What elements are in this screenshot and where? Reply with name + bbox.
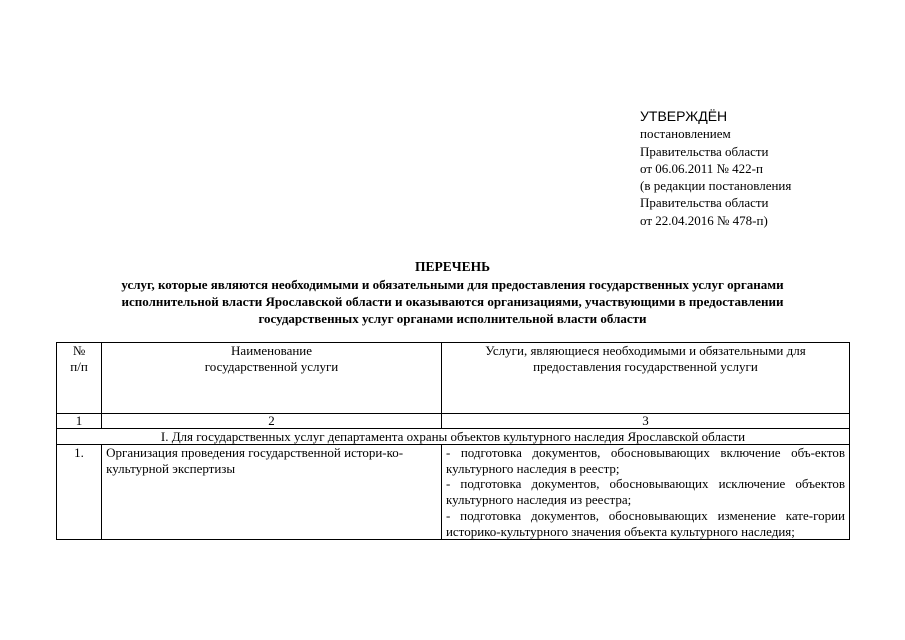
title-main: ПЕРЕЧЕНЬ xyxy=(414,259,491,274)
approval-line: (в редакции постановления xyxy=(640,178,792,194)
header-cell-services: Услуги, являющиеся необходимыми и обязательными для предоставления государственной услуги xyxy=(441,343,849,414)
approval-line: Правительства области xyxy=(640,143,769,159)
title-line: исполнительной власти Ярославской области и оказываются организациями, участвующими в предоставлении xyxy=(121,294,784,309)
section-row xyxy=(57,429,850,445)
approval-line: от 22.04.2016 № 478-п) xyxy=(640,212,768,228)
header-cell-number: № п/п xyxy=(57,343,102,414)
required-service-item: - подготовка документов, обосновывающих включение объ-ектов культурного наследия в реестр; xyxy=(445,445,845,476)
title-line: услуг, которые являются необходимыми и обязательными для предоставления государственных услуг органами xyxy=(121,277,784,292)
column-number: 3 xyxy=(441,414,849,429)
required-service-item: - подготовка документов, обосновывающих изменение кате-гории историко-культурного значения объекта культурного наследия; xyxy=(445,507,845,539)
approval-line: Правительства области xyxy=(640,195,769,211)
row-number: 1. xyxy=(57,445,102,540)
approval-heading: УТВЕРЖДЁН xyxy=(640,108,728,124)
approval-line: постановлением xyxy=(640,126,731,142)
section-heading: I. Для государственных услуг департамента охраны объектов культурного наследия Ярославской области xyxy=(57,429,850,445)
approval-stamp xyxy=(640,108,791,229)
services-table xyxy=(56,342,850,540)
table-row xyxy=(57,445,850,540)
column-number: 2 xyxy=(102,414,442,429)
title-line: государственных услуг органами исполнительной власти области xyxy=(258,311,647,326)
document-title xyxy=(55,258,850,327)
row-service-name: Организация проведения государственной истори-ко-культурной экспертизы xyxy=(102,445,442,540)
required-service-item: - подготовка документов, обосновывающих исключение объектов культурного наследия из реестра; xyxy=(445,476,845,508)
column-number: 1 xyxy=(57,414,102,429)
approval-line: от 06.06.2011 № 422-п xyxy=(640,160,763,176)
row-required-services xyxy=(441,445,849,540)
table-header-row xyxy=(57,343,850,414)
header-cell-name: Наименование государственной услуги xyxy=(102,343,442,414)
column-numbers-row xyxy=(57,414,850,429)
